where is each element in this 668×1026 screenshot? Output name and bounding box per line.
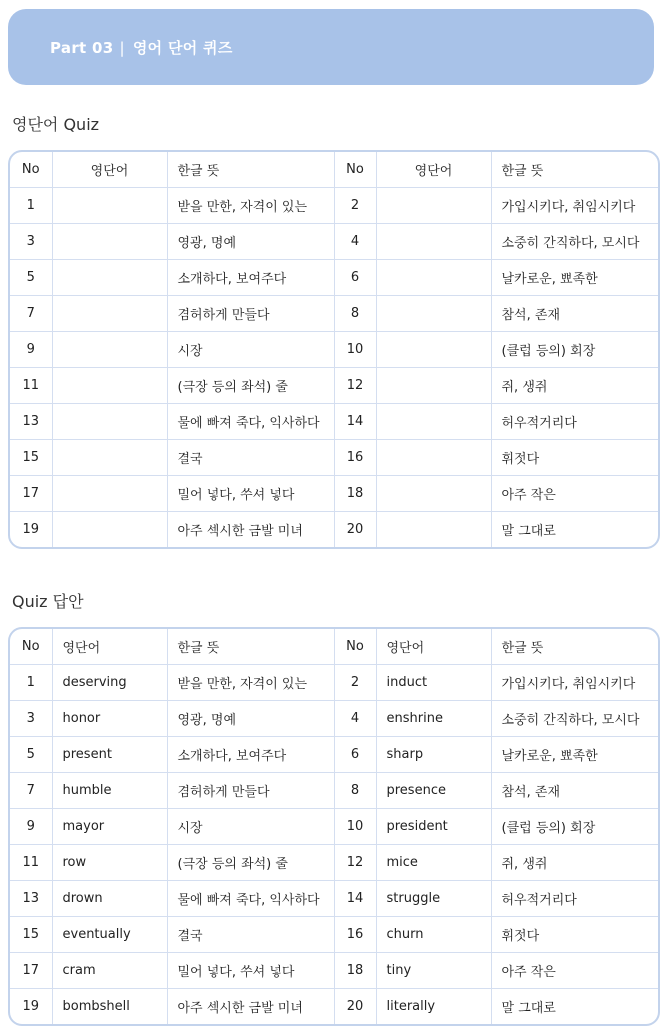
quiz-section-title: 영단어 Quiz [12,115,100,134]
korean-meaning: 아주 섹시한 금발 미녀 [167,512,334,548]
col-header-word: 영단어 [52,629,167,665]
english-word-blank [52,224,167,260]
korean-meaning: 밀어 넣다, 쑤셔 넣다 [167,476,334,512]
row-number: 14 [334,404,376,440]
english-word: mayor [52,809,167,845]
row-number: 6 [334,737,376,773]
korean-meaning: 받을 만한, 자격이 있는 [167,188,334,224]
col-header-meaning: 한글 뜻 [167,152,334,188]
row-number: 7 [10,296,52,332]
row-number: 20 [334,989,376,1025]
table-row [10,332,658,368]
row-number: 17 [10,953,52,989]
table-row [10,881,658,917]
english-word-blank [52,512,167,548]
english-word-blank [376,368,491,404]
table-row [10,512,658,548]
row-number: 7 [10,773,52,809]
english-word-blank [376,512,491,548]
english-word: honor [52,701,167,737]
table-row [10,476,658,512]
row-number: 18 [334,953,376,989]
row-number: 1 [10,665,52,701]
korean-meaning: 아주 섹시한 금발 미녀 [167,989,334,1025]
english-word: drown [52,881,167,917]
english-word: tiny [376,953,491,989]
korean-meaning: 소중히 간직하다, 모시다 [491,701,658,737]
korean-meaning: 휘젓다 [491,917,658,953]
english-word-blank [52,260,167,296]
english-word: present [52,737,167,773]
table-row [10,404,658,440]
english-word: induct [376,665,491,701]
english-word: presence [376,773,491,809]
table-row [10,260,658,296]
korean-meaning: 참석, 존재 [491,773,658,809]
korean-meaning: 영광, 명예 [167,224,334,260]
korean-meaning: 허우적거리다 [491,881,658,917]
row-number: 4 [334,701,376,737]
english-word: row [52,845,167,881]
header-banner [8,9,654,85]
english-word-blank [52,368,167,404]
col-header-meaning: 한글 뜻 [491,629,658,665]
col-header-word: 영단어 [376,629,491,665]
row-number: 18 [334,476,376,512]
table-row [10,953,658,989]
english-word: bombshell [52,989,167,1025]
row-number: 14 [334,881,376,917]
row-number: 17 [10,476,52,512]
row-number: 2 [334,188,376,224]
korean-meaning: 겸허하게 만들다 [167,296,334,332]
row-number: 16 [334,917,376,953]
row-number: 10 [334,332,376,368]
english-word-blank [376,260,491,296]
korean-meaning: 받을 만한, 자격이 있는 [167,665,334,701]
english-word-blank [376,296,491,332]
english-word: president [376,809,491,845]
english-word-blank [52,440,167,476]
table-row [10,845,658,881]
table-row [10,989,658,1025]
table-row [10,296,658,332]
part-label: Part 03 [50,39,114,57]
korean-meaning: 시장 [167,332,334,368]
quiz-table-body [10,188,658,548]
answers-table-body [10,665,658,1025]
english-word: deserving [52,665,167,701]
korean-meaning: 밀어 넣다, 쑤셔 넣다 [167,953,334,989]
row-number: 15 [10,917,52,953]
row-number: 11 [10,845,52,881]
row-number: 9 [10,332,52,368]
row-number: 15 [10,440,52,476]
row-number: 10 [334,809,376,845]
korean-meaning: 영광, 명예 [167,701,334,737]
korean-meaning: 가입시키다, 취임시키다 [491,188,658,224]
korean-meaning: 쥐, 생쥐 [491,368,658,404]
korean-meaning: 소중히 간직하다, 모시다 [491,224,658,260]
table-row [10,737,658,773]
row-number: 13 [10,881,52,917]
korean-meaning: 말 그대로 [501,524,556,539]
korean-meaning: 쥐, 생쥐 [491,845,658,881]
korean-meaning: 겸허하게 만들다 [167,773,334,809]
korean-meaning: 결국 [167,440,334,476]
row-number: 3 [10,701,52,737]
answers-table [10,629,658,1024]
row-number: 19 [10,989,52,1025]
korean-meaning: 휘젓다 [491,440,658,476]
korean-meaning: 참석, 존재 [491,296,658,332]
english-word: mice [376,845,491,881]
row-number: 13 [10,404,52,440]
korean-meaning: 날카로운, 뾰족한 [491,260,658,296]
english-word: churn [376,917,491,953]
english-word-blank [52,476,167,512]
korean-meaning: 결국 [167,917,334,953]
english-word-blank [376,332,491,368]
korean-meaning: (클럽 등의) 회장 [491,332,658,368]
korean-meaning: 가입시키다, 취임시키다 [491,665,658,701]
row-number: 8 [334,773,376,809]
english-word-blank [52,188,167,224]
table-row [10,773,658,809]
row-number: 4 [334,224,376,260]
col-header-meaning: 한글 뜻 [167,629,334,665]
table-row [10,188,658,224]
korean-meaning: (극장 등의 좌석) 줄 [167,368,334,404]
header-title [50,37,233,58]
korean-meaning: 물에 빠져 죽다, 익사하다 [167,404,334,440]
table-row [10,917,658,953]
english-word-blank [376,188,491,224]
english-word: cram [52,953,167,989]
english-word: struggle [376,881,491,917]
english-word-blank [376,476,491,512]
english-word: eventually [52,917,167,953]
row-number: 5 [10,260,52,296]
korean-meaning: 소개하다, 보여주다 [167,737,334,773]
col-header-no: No [10,152,52,188]
quiz-table [10,152,658,547]
english-word-blank [376,404,491,440]
english-word-blank [376,224,491,260]
english-word-blank [52,332,167,368]
english-word: literally [376,989,491,1025]
col-header-no: No [10,629,52,665]
row-number: 6 [334,260,376,296]
header-separator: | [119,39,125,57]
col-header-word: 영단어 [376,152,491,188]
col-header-no: No [334,152,376,188]
table-row [10,701,658,737]
col-header-meaning: 한글 뜻 [491,152,658,188]
table-row [10,224,658,260]
korean-meaning: 소개하다, 보여주다 [167,260,334,296]
row-number: 12 [334,845,376,881]
answers-table-header [10,629,658,665]
row-number: 1 [10,188,52,224]
row-number: 9 [10,809,52,845]
english-word-blank [376,440,491,476]
english-word: enshrine [376,701,491,737]
row-number: 5 [10,737,52,773]
quiz-table-frame [8,150,660,549]
english-word-blank [52,404,167,440]
english-word: sharp [376,737,491,773]
answers-section-title: Quiz 답안 [12,592,84,611]
table-row [10,440,658,476]
korean-meaning: 아주 작은 [491,476,658,512]
col-header-word: 영단어 [52,152,167,188]
english-word: humble [52,773,167,809]
korean-meaning: (클럽 등의) 회장 [491,809,658,845]
quiz-table-header [10,152,658,188]
answers-table-frame [8,627,660,1026]
part-title: 영어 단어 퀴즈 [132,39,233,57]
korean-meaning: 말 그대로 [501,1001,556,1016]
table-row [10,665,658,701]
korean-meaning: 날카로운, 뾰족한 [491,737,658,773]
row-number: 2 [334,665,376,701]
row-number: 3 [10,224,52,260]
table-row [10,809,658,845]
korean-meaning: (극장 등의 좌석) 줄 [167,845,334,881]
english-word-blank [52,296,167,332]
korean-meaning: 시장 [167,809,334,845]
korean-meaning: 허우적거리다 [491,404,658,440]
row-number: 19 [10,512,52,548]
korean-meaning: 물에 빠져 죽다, 익사하다 [167,881,334,917]
row-number: 8 [334,296,376,332]
table-row [10,368,658,404]
row-number: 20 [334,512,376,548]
row-number: 12 [334,368,376,404]
korean-meaning: 아주 작은 [491,953,658,989]
row-number: 11 [10,368,52,404]
col-header-no: No [334,629,376,665]
row-number: 16 [334,440,376,476]
